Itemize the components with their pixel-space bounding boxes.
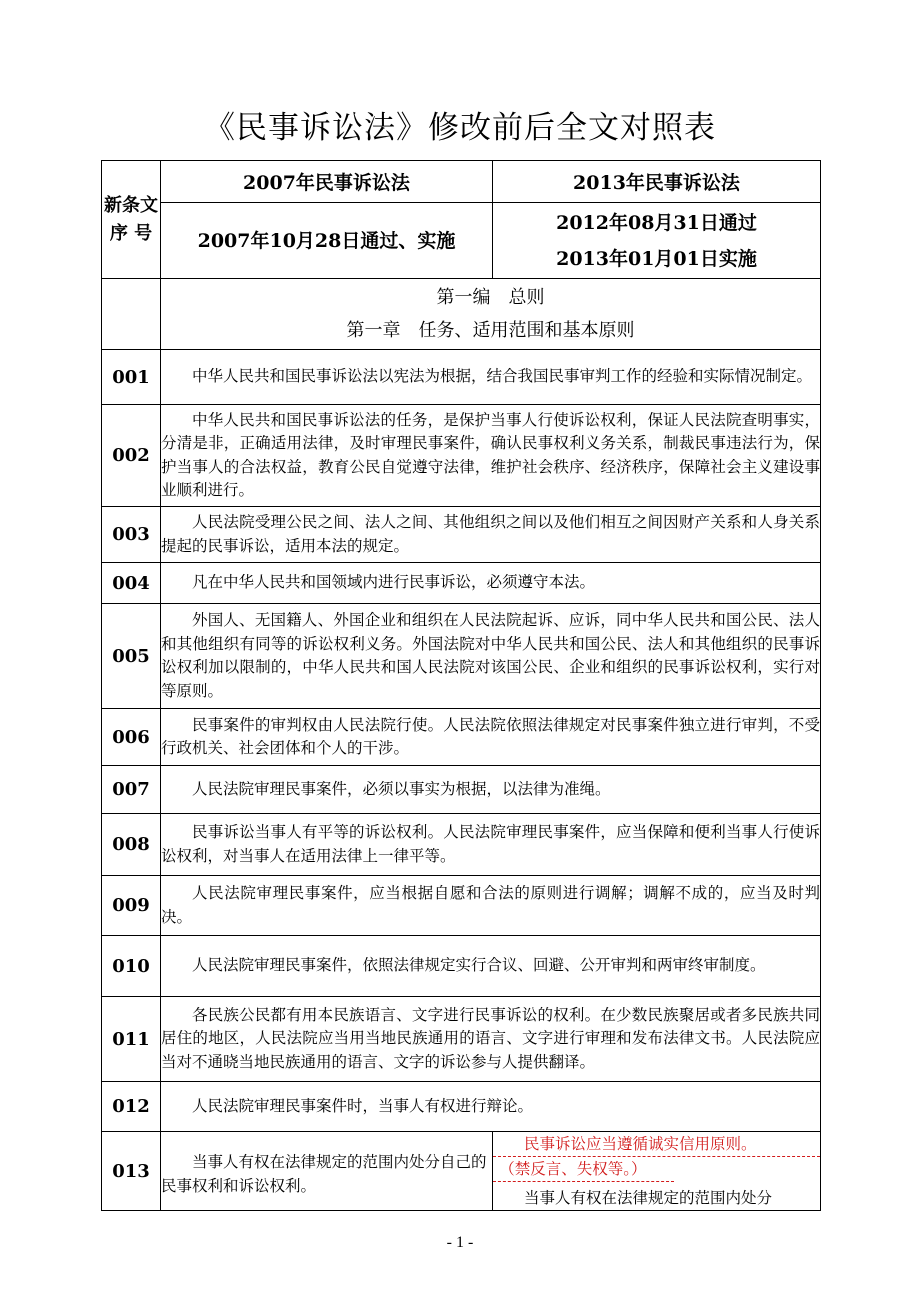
section-heading-row [102, 279, 821, 350]
article-number: 006 [102, 709, 161, 766]
header-article-number-cell [102, 161, 161, 279]
article-text: 外国人、无国籍人、外国企业和组织在人民法院起诉、应诉，同中华人民共和国公民、法人和其他组织有同等的诉讼权利义务。外国法院对中华人民共和国公民、法人和其他组织的民事诉讼权利加以限制的，中华人民共和国人民法院对该国公民、企业和组织的民事诉讼权利，实行对等原则。 [161, 604, 821, 709]
article-text: 中华人民共和国民事诉讼法的任务，是保护当事人行使诉讼权利，保证人民法院查明事实，分清是非，正确适用法律，及时审理民事案件，确认民事权利义务关系，制裁民事违法行为，保护当事人的合法权益，教育公民自觉遵守法律，维护社会秩序、经济秩序，保障社会主义建设事业顺利进行。 [161, 405, 821, 507]
table-row [102, 814, 821, 876]
table-row [102, 1132, 821, 1211]
article-number: 005 [102, 604, 161, 709]
comparison-table [101, 160, 821, 1211]
section-heading [161, 279, 821, 350]
table-row [102, 1082, 821, 1132]
article-text: 人民法院审理民事案件时，当事人有权进行辩论。 [161, 1082, 821, 1132]
header-row-dates [102, 203, 821, 279]
table-row [102, 604, 821, 709]
article-new-text [493, 1132, 821, 1211]
article-text: 各民族公民都有用本民族语言、文字进行民事诉讼的权利。在少数民族聚居或者多民族共同居住的地区，人民法院应当用当地民族通用的语言、文字进行审理和发布法律文书。人民法院应当对不通晓当地民族通用的语言、文字的诉讼参与人提供翻译。 [161, 997, 821, 1082]
section-blank-cell [102, 279, 161, 350]
article-number: 008 [102, 814, 161, 876]
article-text: 民事案件的审判权由人民法院行使。人民法院依照法律规定对民事案件独立进行审判，不受行政机关、社会团体和个人的干涉。 [161, 709, 821, 766]
revision-added-note: （禁反言、失权等。） [493, 1157, 674, 1182]
article-text: 人民法院审理民事案件，应当根据自愿和合法的原则进行调解；调解不成的，应当及时判决。 [161, 876, 821, 936]
article-number: 002 [102, 405, 161, 507]
article-number: 010 [102, 936, 161, 997]
header-new-date-line1: 2012年08月31日通过 [556, 211, 757, 234]
table-row [102, 563, 821, 604]
article-text: 中华人民共和国民事诉讼法以宪法为根据，结合我国民事审判工作的经验和实际情况制定。 [161, 350, 821, 405]
article-text: 人民法院受理公民之间、法人之间、其他组织之间以及他们相互之间因财产关系和人身关系提起的民事诉讼，适用本法的规定。 [161, 507, 821, 563]
article-number: 003 [102, 507, 161, 563]
article-number: 012 [102, 1082, 161, 1132]
document-title: 《民事诉讼法》修改前后全文对照表 [204, 110, 716, 146]
header-old-version: 2007年民事诉讼法 [161, 161, 493, 203]
header-corner-line2: 序 号 [109, 222, 153, 244]
article-text: 人民法院审理民事案件，必须以事实为根据，以法律为准绳。 [161, 766, 821, 814]
header-corner-line1: 新条文 [104, 194, 158, 216]
header-row-versions [102, 161, 821, 203]
article-number: 009 [102, 876, 161, 936]
revision-added-line: 民事诉讼应当遵循诚实信用原则。 [493, 1132, 820, 1157]
table-row [102, 766, 821, 814]
page-number: - 1 - [446, 1234, 474, 1251]
article-old-text-body: 当事人有权在法律规定的范围内处分自己的民事权利和诉讼权利。 [161, 1153, 487, 1195]
article-number: 001 [102, 350, 161, 405]
part-heading: 第一编 总则 [436, 287, 545, 308]
table-row [102, 507, 821, 563]
article-number: 007 [102, 766, 161, 814]
article-text: 凡在中华人民共和国领域内进行民事诉讼，必须遵守本法。 [161, 563, 821, 604]
article-new-text-body: 当事人有权在法律规定的范围内处分 [524, 1189, 773, 1207]
header-new-version: 2013年民事诉讼法 [493, 161, 821, 203]
table-row [102, 936, 821, 997]
table-row [102, 350, 821, 405]
header-new-date [493, 203, 821, 279]
header-old-date: 2007年10月28日通过、实施 [161, 203, 493, 279]
article-text: 民事诉讼当事人有平等的诉讼权利。人民法院审理民事案件，应当保障和便利当事人行使诉讼权利，对当事人在适用法律上一律平等。 [161, 814, 821, 876]
article-number: 013 [102, 1132, 161, 1211]
article-number: 004 [102, 563, 161, 604]
table-row [102, 405, 821, 507]
article-old-text [161, 1132, 493, 1211]
chapter-heading: 第一章 任务、适用范围和基本原则 [346, 320, 635, 341]
table-row [102, 876, 821, 936]
header-new-date-line2: 2013年01月01日实施 [556, 247, 757, 270]
article-text: 人民法院审理民事案件，依照法律规定实行合议、回避、公开审判和两审终审制度。 [161, 936, 821, 997]
article-number: 011 [102, 997, 161, 1082]
table-row [102, 709, 821, 766]
table-row [102, 997, 821, 1082]
